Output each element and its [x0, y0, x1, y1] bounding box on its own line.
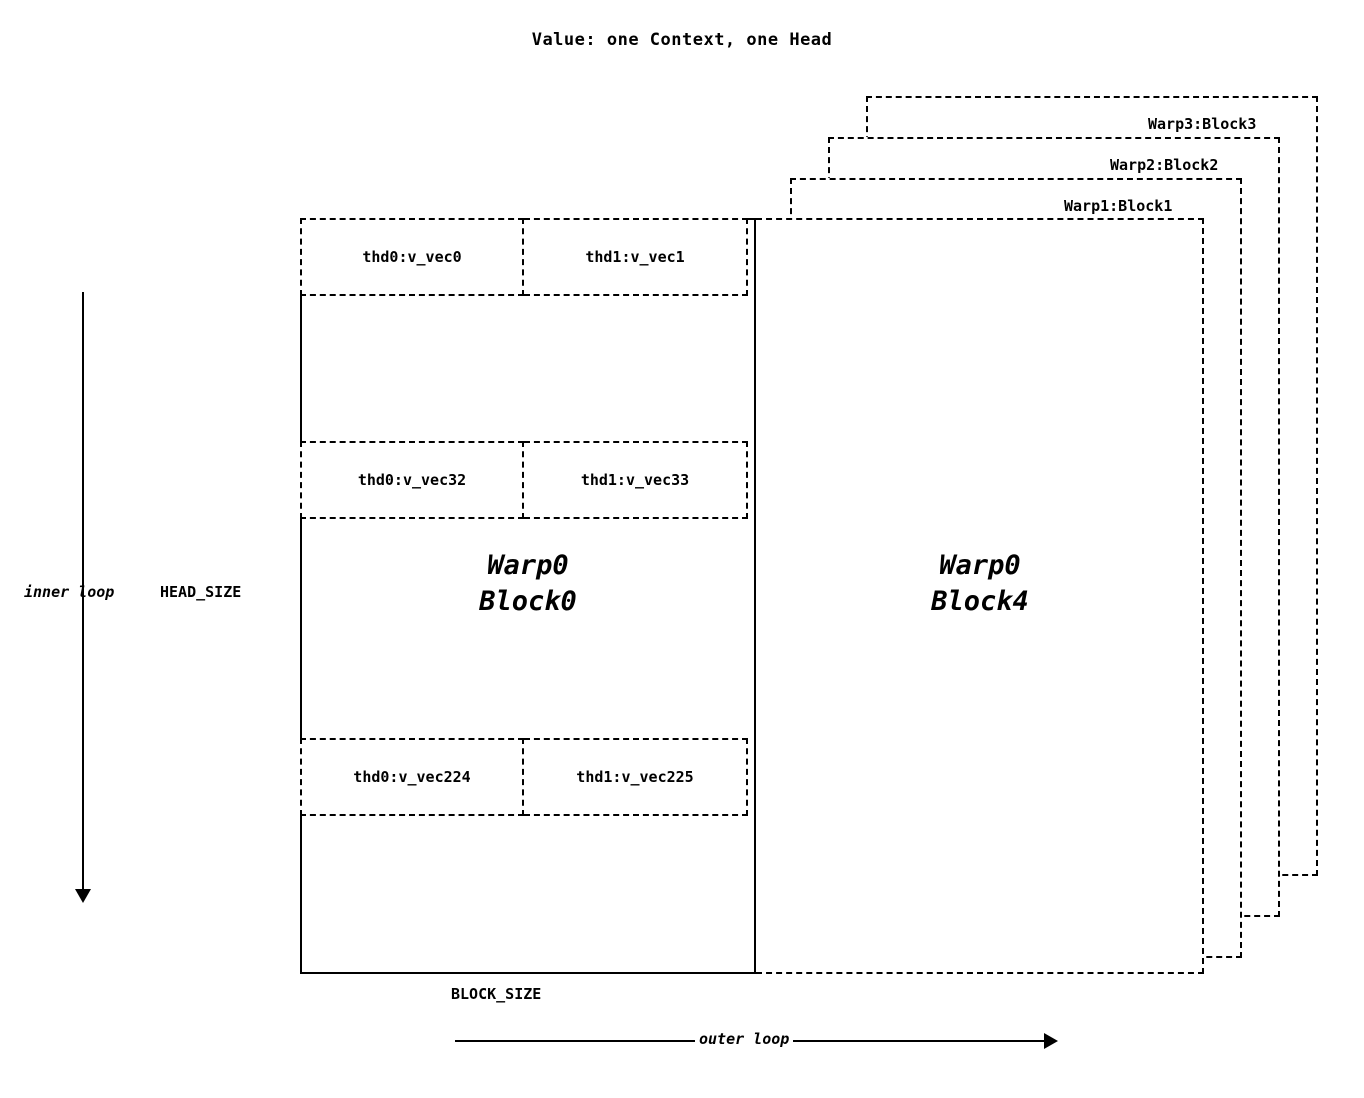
- head-size-label: HEAD_SIZE: [160, 583, 242, 601]
- thread-cell: thd0:v_vec224: [300, 738, 524, 816]
- thread-cell: thd0:v_vec0: [300, 218, 524, 296]
- block0-block-line2: Block0: [479, 586, 577, 618]
- inner-loop-label: inner loop: [24, 583, 115, 601]
- block4-warp-label: [756, 548, 1204, 621]
- thread-cell: thd1:v_vec33: [524, 441, 748, 519]
- thread-cell: thd1:v_vec1: [524, 218, 748, 296]
- thread-row-32: [300, 441, 748, 519]
- thread-row-0: [300, 218, 748, 296]
- block4-block-line2: Block4: [931, 586, 1029, 618]
- block0-warp-line1: Warp0: [487, 550, 569, 581]
- stack-block-2-label: Warp2:Block2: [1110, 156, 1219, 174]
- block-size-label: BLOCK_SIZE: [451, 985, 542, 1003]
- stack-block-3-label: Warp3:Block3: [1148, 115, 1257, 133]
- outer-loop-label: outer loop: [695, 1030, 793, 1048]
- thread-row-224: [300, 738, 748, 816]
- block0-warp-label: [300, 548, 756, 621]
- thread-cell: thd1:v_vec225: [524, 738, 748, 816]
- stack-block-1-label: Warp1:Block1: [1064, 197, 1173, 215]
- page-title: Value: one Context, one Head: [531, 30, 833, 50]
- thread-cell: thd0:v_vec32: [300, 441, 524, 519]
- block4-warp-line1: Warp0: [939, 550, 1021, 581]
